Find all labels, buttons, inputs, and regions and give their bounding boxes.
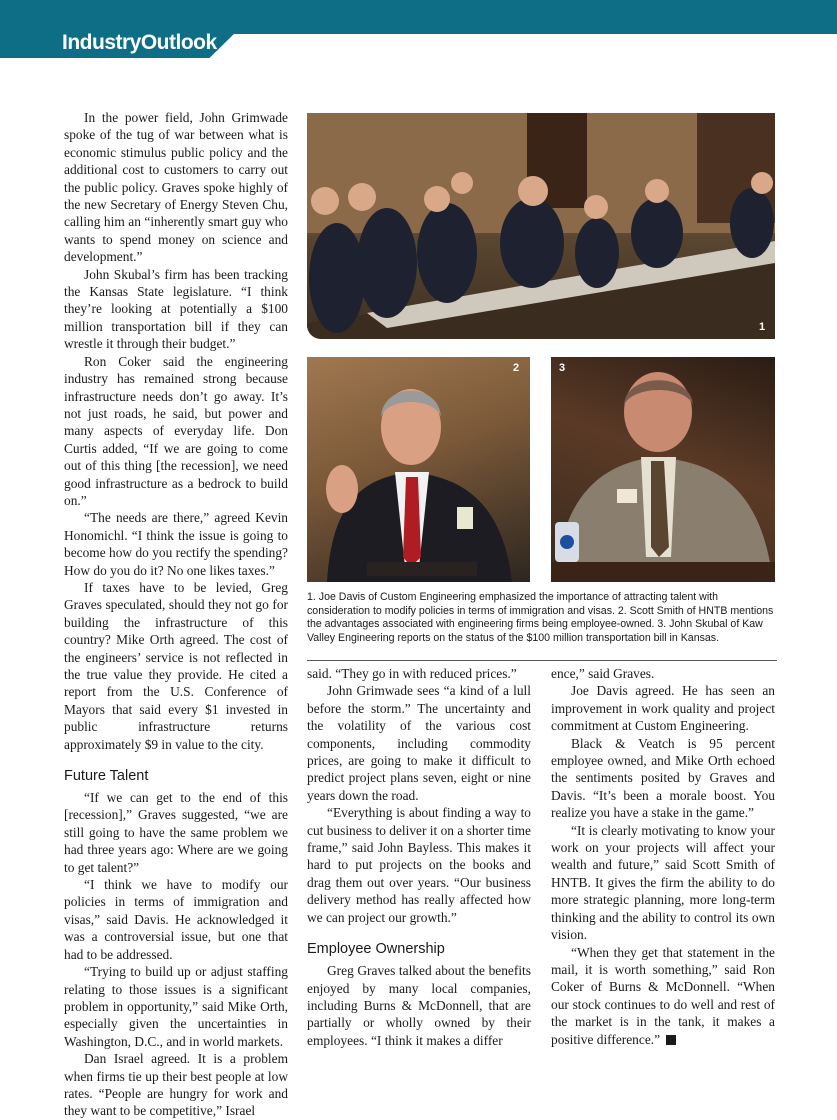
photo1-illustration: [307, 113, 775, 339]
paragraph: “Everything is about finding a way to cut business to deliver it on a shorter time frame,” said John Bayless. This makes it hard to put projects on the books and drag them out over years. “Our business delivery method has really affected how we can project our growth.”: [307, 805, 531, 925]
paragraph: Black & Veatch is 95 percent employee owned, and Mike Orth echoed the sentiments posited by Graves and Davis. “It’s been a morale boost. You realize you have a stake in the game.”: [551, 735, 775, 821]
article-column-2: [307, 665, 531, 1049]
section-heading-employee-ownership: Employee Ownership: [307, 941, 445, 958]
section-heading-future-talent: Future Talent: [64, 768, 149, 785]
paragraph-text: “When they get that statement in the mail, it is worth something,” said Ron Coker of Burns & McDonnell. “When our stock continues to do well and rest of the market is in the tank, it makes a positive difference.”: [551, 944, 775, 1047]
article-column-3: [551, 665, 775, 1048]
photo-number-1: 1: [759, 321, 766, 333]
paragraph: “It is clearly motivating to know your work on your projects will affect your wealth and future,” said Scott Smith of HNTB. It gives the firm the ability to do more strategic planning, more long-term thinking and the ability to control its own vision.: [551, 822, 775, 943]
photo-roundtable-meeting: [307, 113, 775, 339]
photo-number-2: 2: [513, 362, 520, 374]
photo-caption: 1. Joe Davis of Custom Engineering emphasized the importance of attracting talent with consideration to modify policies in terms of immigration and visas. 2. Scott Smith of HNTB mentions the advantages associated with engineering firms being employee-owned. 3. John Skubal of Kaw Valley Engineering reports on the status of the $100 million transportation bill in Kansas.: [307, 591, 774, 644]
paragraph: If taxes have to be levied, Greg Graves speculated, should they not go for building the infrastructure of this country? Mike Orth agreed. The cost of the engineers’ service is not reflected in the true value they provide. He cited a report from the U.S. Conference of Mayors that said every $1 invested in public infrastructure returns approximately $9 in value to the city.: [64, 579, 288, 752]
paragraph: “I think we have to modify our policies in terms of immigration and visas,” said Davis. He acknowledged it was a controversial issue, but one that had to be addressed.: [64, 877, 288, 962]
photo-number-3: 3: [559, 362, 566, 374]
paragraph: Dan Israel agreed. It is a problem when firms tie up their best people at low rates. “People are hungry for work and they want to be competitive,” Israel: [64, 1051, 288, 1119]
paragraph: Greg Graves talked about the benefits enjoyed by many local companies, including Burns & McDonnell, that are partially or wholly owned by their employees. “I think it makes a differ: [307, 963, 531, 1048]
paragraph: John Grimwade sees “a kind of a lull before the storm.” The uncertainty and the volatility of the various cost components, including commodity prices, are going to make it difficult to predict project plans seven, eight or nine years down the road.: [307, 683, 531, 803]
photo-john-skubal: [551, 357, 775, 582]
article-column-1: [64, 109, 288, 1120]
paragraph: said. “They go in with reduced prices.”: [307, 666, 517, 681]
photo-scott-smith: [307, 357, 530, 582]
caption-divider: [307, 660, 777, 661]
paragraph: Joe Davis agreed. He has seen an improvement in work quality and project commitment at Custom Engineering.: [551, 683, 775, 734]
end-of-article-icon: I: [666, 1035, 676, 1045]
photo3-illustration: [551, 357, 775, 582]
paragraph: In the power field, John Grimwade spoke of the tug of war between what is economic stimulus public policy and the additional cost to customers to carry out the public policy. Graves spoke highly of the new Secretary of Energy Steven Chu, calling him an “inherently smart guy who wants to spend money on science and development.”: [64, 110, 288, 265]
paragraph: “Trying to build up or adjust staffing relating to those issues is a significant problem in opportunity,” said Mike Orth, especially given the uncertainties in Washington, D.C., and in world markets.: [64, 964, 288, 1049]
paragraph: Ron Coker said the engineering industry has remained strong because infrastructure needs don’t go away. It’s not just roads, he said, but power and many aspects of everyday life. Don Curtis added, “If we are going to come out of this thing [the recession], we need good infrastructure as a bedrock to build on.”: [64, 353, 288, 508]
paragraph: John Skubal’s firm has been tracking the Kansas State legislature. “I think they’re looking at potentially a $100 million transportation bill if they can wrestle it through their budget.”: [64, 266, 288, 352]
photo2-illustration: [307, 357, 530, 582]
paragraph: ence,” said Graves.: [551, 666, 655, 681]
header-bar: [0, 0, 837, 34]
section-title: IndustryOutlook: [62, 31, 217, 54]
paragraph: “The needs are there,” agreed Kevin Honomichl. “I think the issue is going to become how do you rectify the spending? How do you do it? No one likes taxes.”: [64, 510, 288, 578]
paragraph: [551, 944, 775, 1048]
paragraph: “If we can get to the end of this [recession],” Graves suggested, “we are still going to have the same problem we had three years ago: Where are we going to get talent?”: [64, 790, 288, 875]
